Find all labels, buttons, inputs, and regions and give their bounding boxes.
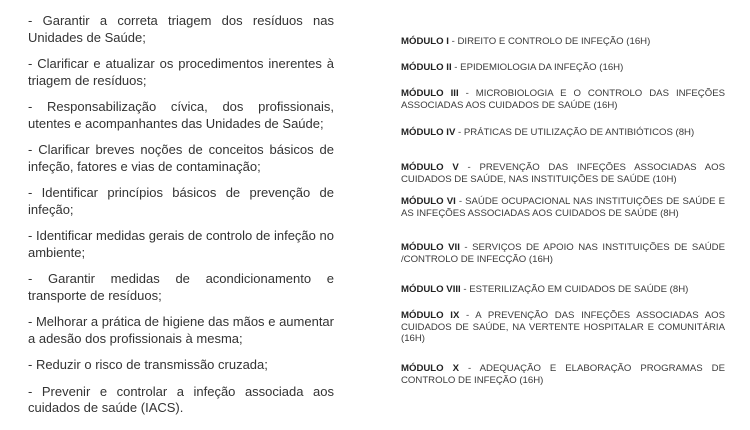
module-title: - EPIDEMIOLOGIA DA INFEÇÃO (16H) <box>451 62 624 73</box>
objective-item: - Prevenir e controlar a infeção associada aos cuidados de saúde (IACS). <box>28 383 334 415</box>
objective-item: - Clarificar e atualizar os procedimentos inerentes à triagem de resíduos; <box>28 56 334 88</box>
module-item-1 <box>401 36 725 48</box>
objective-item: - Identificar medidas gerais de controlo de infeção no ambiente; <box>28 228 334 260</box>
module-label: MÓDULO V <box>401 162 459 173</box>
objective-item: - Responsabilização cívica, dos profissionais, utentes e acompanhantes das Unidades de Saúde; <box>28 99 334 131</box>
module-item-9 <box>401 310 725 345</box>
module-title: - PRÁTICAS DE UTILIZAÇÃO DE ANTIBIÓTICOS (8H) <box>455 127 695 138</box>
objective-item: - Melhorar a prática de higiene das mãos e aumentar a adesão dos profissionais à mesma; <box>28 314 334 346</box>
module-label: MÓDULO VI <box>401 196 456 207</box>
module-title: - A PREVENÇÃO DAS INFEÇÕES ASSOCIADAS AOS CUIDADOS DE SAÚDE, NA VERTENTE HOSPITALAR E COMUNITÁRIA (16H) <box>401 310 725 344</box>
module-title: - ESTERILIZAÇÃO EM CUIDADOS DE SAÚDE (8H) <box>460 284 689 295</box>
module-label: MÓDULO VIII <box>401 284 461 295</box>
module-title: - SAÚDE OCUPACIONAL NAS INSTITUIÇÕES DE SAÚDE E AS INFEÇÕES ASSOCIADAS AOS CUIDADOS DE SAÚDE (8H) <box>401 196 725 219</box>
objective-item: - Clarificar breves noções de conceitos básicos de infeção, fatores e vias de contaminação; <box>28 142 334 174</box>
module-label: MÓDULO VII <box>401 242 460 253</box>
module-title: - MICROBIOLOGIA E O CONTROLO DAS INFEÇÕES ASSOCIADAS AOS CUIDADOS DE SAÚDE (16H) <box>401 88 726 111</box>
module-label: MÓDULO X <box>401 363 460 374</box>
objective-item: - Garantir a correta triagem dos resíduos nas Unidades de Saúde; <box>28 13 334 45</box>
module-label: MÓDULO II <box>401 62 452 73</box>
module-item-7 <box>401 242 725 265</box>
module-label: MÓDULO III <box>401 88 459 99</box>
module-title: - ADEQUAÇÃO E ELABORAÇÃO PROGRAMAS DE CONTROLO DE INFEÇÃO (16H) <box>401 363 726 386</box>
module-item-6 <box>401 196 725 219</box>
module-item-3 <box>401 88 725 111</box>
module-label: MÓDULO IV <box>401 127 456 138</box>
module-label: MÓDULO I <box>401 36 449 47</box>
module-item-10 <box>401 363 725 386</box>
module-title: - PREVENÇÃO DAS INFEÇÕES ASSOCIADAS AOS CUIDADOS DE SAÚDE, NAS INSTITUIÇÕES DE SAÚDE (10H) <box>401 162 725 185</box>
module-item-8 <box>401 284 725 296</box>
module-label: MÓDULO IX <box>401 310 460 321</box>
objective-item: - Garantir medidas de acondicionamento e transporte de resíduos; <box>28 271 334 303</box>
module-title: - DIREITO E CONTROLO DE INFEÇÃO (16H) <box>448 36 651 47</box>
module-item-2 <box>401 62 725 74</box>
module-item-4 <box>401 127 725 139</box>
module-title: - SERVIÇOS DE APOIO NAS INSTITUIÇÕES DE SAÚDE /CONTROLO DE INFECÇÃO (16H) <box>401 242 725 265</box>
objectives-list <box>28 13 334 427</box>
module-item-5 <box>401 162 725 185</box>
objective-item: - Reduzir o risco de transmissão cruzada; <box>28 357 268 372</box>
objective-item: - Identificar princípios básicos de prevenção de infeção; <box>28 185 334 217</box>
